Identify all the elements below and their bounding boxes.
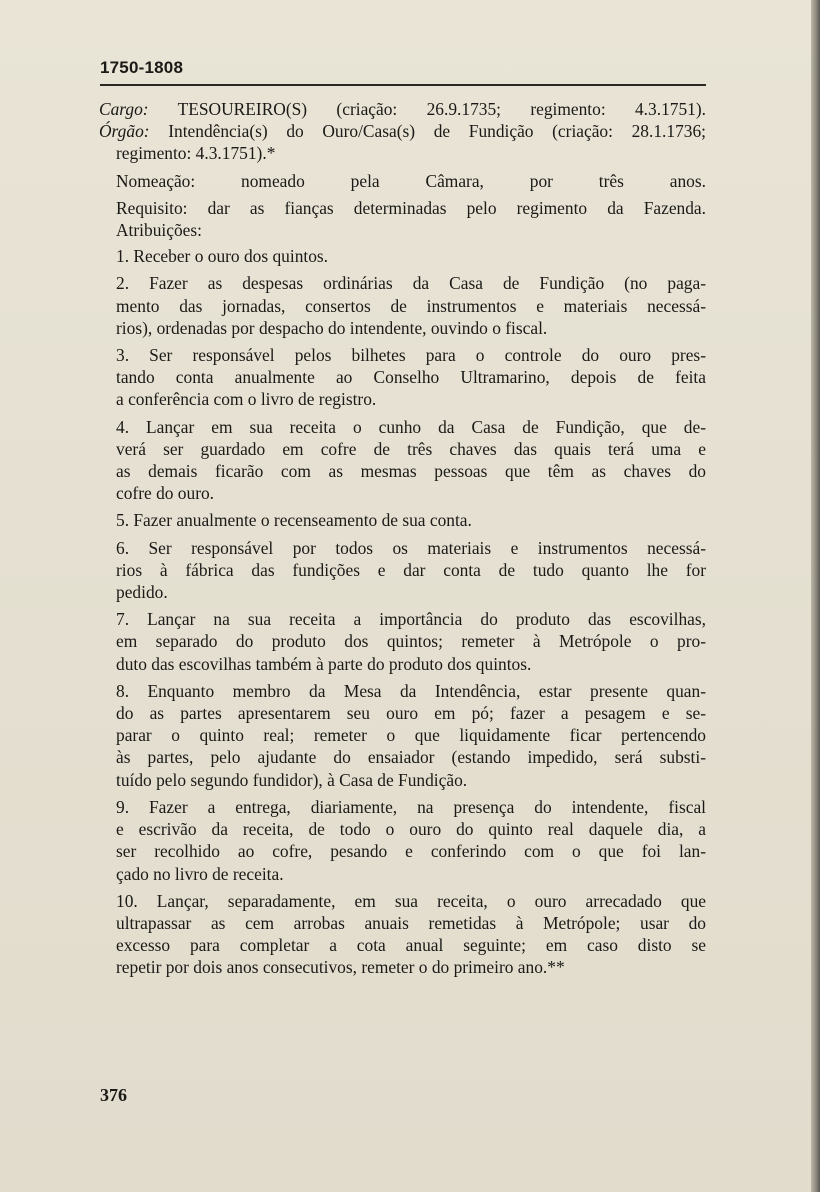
attribution-item (116, 509, 706, 531)
text-body (99, 98, 706, 979)
attribution-item-line: e escrivão da receita, de todo o ouro do quinto real daquele dia, a (116, 819, 706, 840)
attribution-list (116, 245, 706, 978)
attribution-item-line: mento das jornadas, consertos de instrumentos e materiais necessá- (116, 295, 706, 316)
attribution-item-line: verá ser guardado em cofre de três chaves das quais terá uma e (116, 438, 706, 459)
attribution-item (116, 608, 706, 675)
cargo-line (99, 98, 706, 120)
attribution-item (116, 537, 706, 604)
attribution-item (116, 796, 706, 885)
attribution-item-line: em separado do produto dos quintos; remeter à Metrópole o pro- (116, 631, 706, 652)
orgao-text: Intendência(s) do Ouro/Casa(s) de Fundição (criação: 28.1.1736; (168, 121, 706, 142)
attribution-item-line: 8. Enquanto membro da Mesa da Intendência, estar presente quan- (116, 680, 706, 701)
attribution-item (116, 680, 706, 791)
attribution-item-line: pedido. (116, 582, 168, 603)
attribution-item-line: rios), ordenadas por despacho do intendente, ouvindo o fiscal. (116, 317, 548, 338)
orgao-line-2: regimento: 4.3.1751).* (116, 143, 276, 164)
cargo-text: TESOUREIRO(S) (criação: 26.9.1735; regimento: 4.3.1751). (177, 99, 706, 119)
attribution-item-line: rios à fábrica das fundições e dar conta de tudo quanto lhe for (116, 559, 706, 580)
orgao-line (99, 120, 706, 142)
atribuicoes-heading: Atribuições: (116, 220, 202, 241)
nomeacao-line: Nomeação: nomeado pela Câmara, por três anos. (116, 170, 706, 191)
cargo-label: Cargo: (99, 99, 149, 119)
attribution-item-line: parar o quinto real; remeter o que liquidamente ficar pertencendo (116, 725, 706, 746)
attribution-item (116, 272, 706, 339)
attribution-item-line: 5. Fazer anualmente o recenseamento de sua conta. (116, 510, 472, 531)
requisito-line: Requisito: dar as fianças determinadas pelo regimento da Fazenda. (116, 197, 706, 218)
attribution-item-line: ultrapassar as cem arrobas anuais remetidas à Metrópole; usar do (116, 912, 706, 933)
page-edge-shadow (811, 0, 820, 1192)
header-rule (100, 84, 706, 86)
attribution-item-line: cofre do ouro. (116, 483, 215, 504)
attribution-item-line: tando conta anualmente ao Conselho Ultramarino, depois de feita (116, 367, 706, 388)
attribution-item-line: 7. Lançar na sua receita a importância do produto das escovilhas, (116, 609, 706, 630)
attribution-item-line: às partes, pelo ajudante do ensaiador (estando impedido, será substi- (116, 747, 706, 768)
attribution-item-line: duto das escovilhas também à parte do produto dos quintos. (116, 653, 532, 674)
running-head: 1750-1808 (100, 58, 184, 77)
attribution-item-line: 10. Lançar, separadamente, em sua receita, o ouro arrecadado que (116, 890, 706, 911)
attribution-item-line: 4. Lançar em sua receita o cunho da Casa de Fundição, que de- (116, 416, 706, 437)
attribution-item (116, 416, 706, 505)
attribution-item-line: excesso para completar a cota anual seguinte; em caso disto se (116, 935, 706, 956)
attribution-item-line: ser recolhido ao cofre, pesando e conferindo com o que foi lan- (116, 841, 706, 862)
orgao-label: Órgão: (99, 121, 150, 142)
attribution-item-line: 9. Fazer a entrega, diariamente, na presença do intendente, fiscal (116, 796, 706, 817)
attribution-item (116, 890, 706, 979)
attribution-item-line: 6. Ser responsável por todos os materiais e instrumentos necessá- (116, 537, 706, 558)
attribution-item (116, 344, 706, 411)
attribution-item-line: repetir por dois anos consecutivos, remeter o do primeiro ano.** (116, 957, 565, 978)
attribution-item-line: 1. Receber o ouro dos quintos. (116, 246, 329, 267)
attribution-item-line: çado no livro de receita. (116, 863, 284, 884)
attribution-item-line: 2. Fazer as despesas ordinárias da Casa de Fundição (no paga- (116, 273, 706, 294)
attribution-item-line: 3. Ser responsável pelos bilhetes para o controle do ouro pres- (116, 345, 706, 366)
attribution-item-line: as demais ficarão com as mesmas pessoas que têm as chaves do (116, 461, 706, 482)
attribution-item-line: a conferência com o livro de registro. (116, 389, 377, 410)
attribution-item-line: do as partes apresentarem seu ouro em pó; fazer a pesagem e se- (116, 703, 706, 724)
page-number: 376 (100, 1085, 127, 1105)
attribution-item (116, 245, 706, 267)
attribution-item-line: tuído pelo segundo fundidor), à Casa de Fundição. (116, 769, 468, 790)
